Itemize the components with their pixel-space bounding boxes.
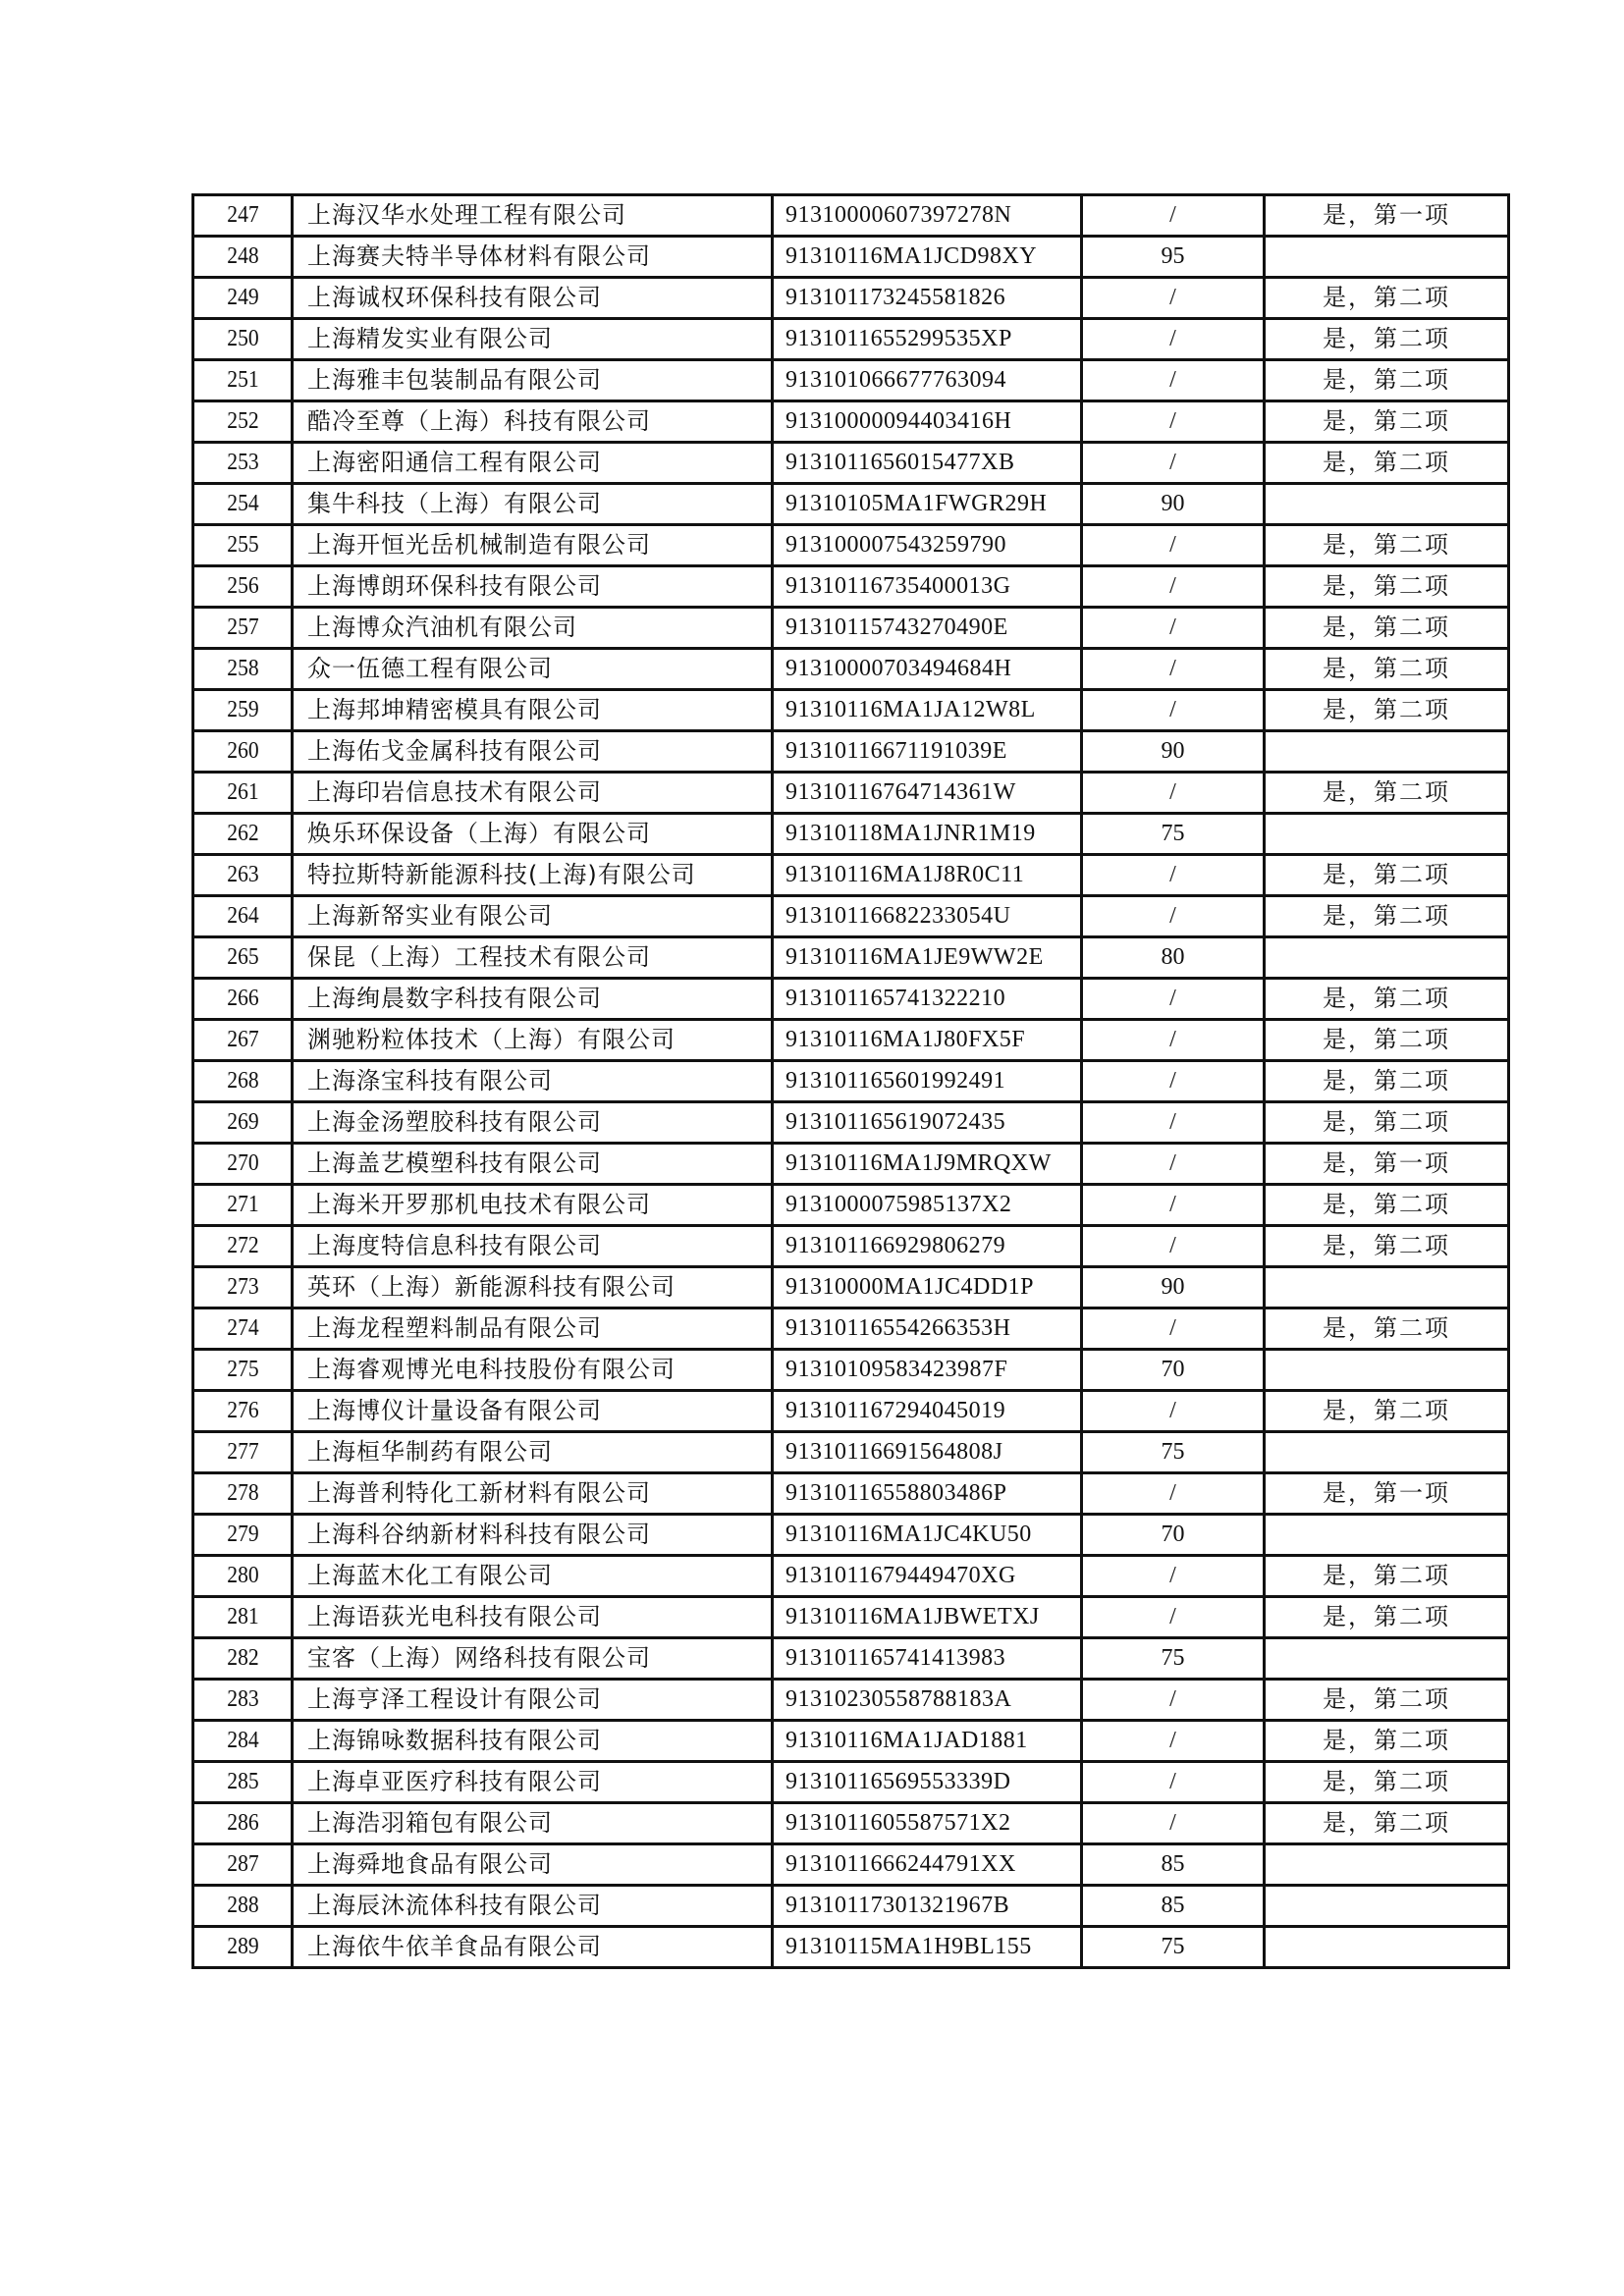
table-row [193, 1102, 1509, 1144]
cell-company-name: 上海博仪计量设备有限公司 [293, 1391, 773, 1432]
cell-note: 是，第二项 [1265, 566, 1509, 608]
cell-score: 75 [1082, 1927, 1265, 1968]
cell-score: 90 [1082, 731, 1265, 773]
table-row [193, 1432, 1509, 1473]
cell-row-number: 282 [198, 1638, 288, 1680]
table-row [193, 608, 1509, 649]
table-row [193, 1185, 1509, 1226]
cell-row-number: 271 [198, 1185, 288, 1226]
cell-note [1265, 937, 1509, 979]
cell-score: / [1082, 979, 1265, 1020]
cell-score: / [1082, 1721, 1265, 1762]
cell-row-number: 275 [198, 1350, 288, 1391]
cell-score: 70 [1082, 1515, 1265, 1556]
cell-score: 90 [1082, 484, 1265, 525]
cell-company-name: 渊驰粉粒体技术（上海）有限公司 [293, 1020, 773, 1061]
cell-row-number: 276 [198, 1391, 288, 1432]
cell-credit-code: 91310116691564808J [773, 1432, 1082, 1473]
cell-credit-code: 91310116MA1JAD1881 [773, 1721, 1082, 1762]
cell-company-name: 上海盖艺模塑科技有限公司 [293, 1144, 773, 1185]
cell-row-number: 289 [198, 1927, 288, 1968]
cell-company-name: 上海度特信息科技有限公司 [293, 1226, 773, 1267]
cell-row-number: 260 [198, 731, 288, 773]
cell-row-number: 249 [198, 278, 288, 319]
table-row [193, 1927, 1509, 1968]
cell-row-number: 248 [198, 237, 288, 278]
table-row [193, 1638, 1509, 1680]
table-row [193, 1473, 1509, 1515]
cell-row-number: 265 [198, 937, 288, 979]
cell-company-name: 上海雅丰包装制品有限公司 [293, 360, 773, 401]
cell-credit-code: 91310116MA1JBWETXJ [773, 1597, 1082, 1638]
cell-company-name: 集牛科技（上海）有限公司 [293, 484, 773, 525]
cell-note [1265, 1638, 1509, 1680]
cell-credit-code: 913101165741322210 [773, 979, 1082, 1020]
cell-note: 是，第二项 [1265, 1556, 1509, 1597]
cell-credit-code: 913100007543259790 [773, 525, 1082, 566]
cell-note: 是，第一项 [1265, 1144, 1509, 1185]
cell-row-number: 279 [198, 1515, 288, 1556]
cell-credit-code: 91310118MA1JNR1M19 [773, 814, 1082, 855]
cell-note: 是，第二项 [1265, 360, 1509, 401]
cell-company-name: 上海依牛依羊食品有限公司 [293, 1927, 773, 1968]
table-row [193, 1350, 1509, 1391]
table-row [193, 1020, 1509, 1061]
cell-company-name: 焕乐环保设备（上海）有限公司 [293, 814, 773, 855]
table-row [193, 237, 1509, 278]
cell-credit-code: 913101167294045019 [773, 1391, 1082, 1432]
cell-row-number: 254 [198, 484, 288, 525]
cell-credit-code: 91310116MA1JA12W8L [773, 690, 1082, 731]
cell-company-name: 上海博朗环保科技有限公司 [293, 566, 773, 608]
cell-score: 90 [1082, 1267, 1265, 1308]
cell-row-number: 256 [198, 566, 288, 608]
cell-credit-code: 913101165601992491 [773, 1061, 1082, 1102]
cell-score: / [1082, 319, 1265, 360]
cell-note: 是，第二项 [1265, 855, 1509, 896]
cell-credit-code: 91310116MA1JC4KU50 [773, 1515, 1082, 1556]
cell-company-name: 特拉斯特新能源科技(上海)有限公司 [293, 855, 773, 896]
cell-company-name: 上海龙程塑料制品有限公司 [293, 1308, 773, 1350]
cell-company-name: 上海金汤塑胶科技有限公司 [293, 1102, 773, 1144]
cell-row-number: 264 [198, 896, 288, 937]
cell-row-number: 286 [198, 1803, 288, 1844]
cell-row-number: 263 [198, 855, 288, 896]
table-row [193, 1680, 1509, 1721]
cell-row-number: 257 [198, 608, 288, 649]
cell-credit-code: 9131011605587571X2 [773, 1803, 1082, 1844]
table-row [193, 1515, 1509, 1556]
cell-credit-code: 91310000094403416H [773, 401, 1082, 443]
cell-credit-code: 9131000075985137X2 [773, 1185, 1082, 1226]
cell-row-number: 266 [198, 979, 288, 1020]
table-row [193, 1308, 1509, 1350]
table-row [193, 278, 1509, 319]
cell-note [1265, 237, 1509, 278]
cell-note: 是，第二项 [1265, 1803, 1509, 1844]
table-row [193, 566, 1509, 608]
cell-note: 是，第二项 [1265, 525, 1509, 566]
cell-note: 是，第二项 [1265, 896, 1509, 937]
cell-credit-code: 91310116735400013G [773, 566, 1082, 608]
cell-company-name: 上海绚晨数字科技有限公司 [293, 979, 773, 1020]
cell-row-number: 272 [198, 1226, 288, 1267]
cell-credit-code: 91310105MA1FWGR29H [773, 484, 1082, 525]
table-row [193, 896, 1509, 937]
cell-credit-code: 91310000703494684H [773, 649, 1082, 690]
cell-credit-code: 91310115MA1H9BL155 [773, 1927, 1082, 1968]
cell-row-number: 267 [198, 1020, 288, 1061]
table-row [193, 1844, 1509, 1886]
cell-score: / [1082, 1556, 1265, 1597]
cell-credit-code: 91310116558803486P [773, 1473, 1082, 1515]
cell-company-name: 保昆（上海）工程技术有限公司 [293, 937, 773, 979]
cell-credit-code: 913101165619072435 [773, 1102, 1082, 1144]
cell-note: 是，第二项 [1265, 773, 1509, 814]
cell-score: / [1082, 1680, 1265, 1721]
cell-score: / [1082, 1226, 1265, 1267]
table-row [193, 649, 1509, 690]
cell-note [1265, 731, 1509, 773]
cell-credit-code: 9131011666244791XX [773, 1844, 1082, 1886]
table-row [193, 443, 1509, 484]
cell-credit-code: 913101173245581826 [773, 278, 1082, 319]
cell-company-name: 上海诚权环保科技有限公司 [293, 278, 773, 319]
cell-note: 是，第二项 [1265, 401, 1509, 443]
cell-score: / [1082, 1803, 1265, 1844]
cell-score: 80 [1082, 937, 1265, 979]
cell-note: 是，第二项 [1265, 1762, 1509, 1803]
cell-credit-code: 9131011656015477XB [773, 443, 1082, 484]
cell-score: 95 [1082, 237, 1265, 278]
cell-row-number: 268 [198, 1061, 288, 1102]
cell-row-number: 251 [198, 360, 288, 401]
table-row [193, 1226, 1509, 1267]
table-row [193, 1597, 1509, 1638]
cell-note: 是，第二项 [1265, 1226, 1509, 1267]
table-row [193, 1144, 1509, 1185]
cell-score: / [1082, 690, 1265, 731]
table-row [193, 773, 1509, 814]
cell-row-number: 255 [198, 525, 288, 566]
cell-row-number: 259 [198, 690, 288, 731]
cell-score: / [1082, 278, 1265, 319]
cell-note [1265, 1844, 1509, 1886]
cell-note [1265, 1267, 1509, 1308]
table-row [193, 731, 1509, 773]
cell-credit-code: 91310116554266353H [773, 1308, 1082, 1350]
cell-score: / [1082, 360, 1265, 401]
cell-company-name: 酷冷至尊（上海）科技有限公司 [293, 401, 773, 443]
cell-row-number: 250 [198, 319, 288, 360]
cell-row-number: 269 [198, 1102, 288, 1144]
cell-score: 85 [1082, 1844, 1265, 1886]
cell-credit-code: 913101166929806279 [773, 1226, 1082, 1267]
cell-score: / [1082, 1308, 1265, 1350]
cell-row-number: 273 [198, 1267, 288, 1308]
cell-row-number: 283 [198, 1680, 288, 1721]
table-row [193, 1061, 1509, 1102]
table-row [193, 319, 1509, 360]
cell-score: / [1082, 649, 1265, 690]
cell-credit-code: 91310000MA1JC4DD1P [773, 1267, 1082, 1308]
cell-row-number: 280 [198, 1556, 288, 1597]
cell-score: / [1082, 1597, 1265, 1638]
cell-score: / [1082, 195, 1265, 237]
cell-note [1265, 1886, 1509, 1927]
cell-score: 75 [1082, 814, 1265, 855]
table-row [193, 1556, 1509, 1597]
cell-company-name: 上海新帑实业有限公司 [293, 896, 773, 937]
cell-note [1265, 1927, 1509, 1968]
cell-company-name: 上海米开罗那机电技术有限公司 [293, 1185, 773, 1226]
cell-row-number: 287 [198, 1844, 288, 1886]
cell-company-name: 上海舜地食品有限公司 [293, 1844, 773, 1886]
cell-company-name: 上海卓亚医疗科技有限公司 [293, 1762, 773, 1803]
cell-company-name: 上海涤宝科技有限公司 [293, 1061, 773, 1102]
cell-score: 85 [1082, 1886, 1265, 1927]
table-row [193, 401, 1509, 443]
cell-company-name: 上海浩羽箱包有限公司 [293, 1803, 773, 1844]
cell-company-name: 上海邦坤精密模具有限公司 [293, 690, 773, 731]
cell-company-name: 上海睿观博光电科技股份有限公司 [293, 1350, 773, 1391]
cell-score: / [1082, 401, 1265, 443]
cell-credit-code: 91310116569553339D [773, 1762, 1082, 1803]
cell-note [1265, 814, 1509, 855]
cell-note: 是，第二项 [1265, 979, 1509, 1020]
cell-row-number: 284 [198, 1721, 288, 1762]
cell-score: / [1082, 1762, 1265, 1803]
cell-row-number: 270 [198, 1144, 288, 1185]
table-row [193, 1886, 1509, 1927]
cell-credit-code: 91310109583423987F [773, 1350, 1082, 1391]
table-row [193, 979, 1509, 1020]
cell-note [1265, 1515, 1509, 1556]
cell-credit-code: 91310116671191039E [773, 731, 1082, 773]
table-row [193, 1391, 1509, 1432]
cell-note: 是，第二项 [1265, 1061, 1509, 1102]
cell-score: / [1082, 608, 1265, 649]
cell-note: 是，第二项 [1265, 1308, 1509, 1350]
cell-note: 是，第二项 [1265, 1680, 1509, 1721]
cell-score: / [1082, 855, 1265, 896]
cell-credit-code: 91310116764714361W [773, 773, 1082, 814]
cell-row-number: 253 [198, 443, 288, 484]
cell-note [1265, 1350, 1509, 1391]
cell-credit-code: 91310115743270490E [773, 608, 1082, 649]
cell-company-name: 上海佑戈金属科技有限公司 [293, 731, 773, 773]
cell-score: 75 [1082, 1638, 1265, 1680]
cell-note: 是，第二项 [1265, 690, 1509, 731]
cell-credit-code: 913101066677763094 [773, 360, 1082, 401]
cell-score: / [1082, 896, 1265, 937]
cell-credit-code: 9131011655299535XP [773, 319, 1082, 360]
cell-credit-code: 9131011679449470XG [773, 1556, 1082, 1597]
cell-note [1265, 1432, 1509, 1473]
cell-company-name: 众一伍德工程有限公司 [293, 649, 773, 690]
cell-company-name: 上海开恒光岳机械制造有限公司 [293, 525, 773, 566]
company-list-table [191, 193, 1510, 1969]
cell-score: 75 [1082, 1432, 1265, 1473]
cell-score: / [1082, 773, 1265, 814]
cell-score: / [1082, 1185, 1265, 1226]
cell-credit-code: 91310116MA1J8R0C11 [773, 855, 1082, 896]
cell-row-number: 288 [198, 1886, 288, 1927]
cell-score: / [1082, 1144, 1265, 1185]
cell-note: 是，第二项 [1265, 608, 1509, 649]
cell-row-number: 274 [198, 1308, 288, 1350]
cell-credit-code: 91310230558788183A [773, 1680, 1082, 1721]
cell-credit-code: 91310000607397278N [773, 195, 1082, 237]
table-row [193, 360, 1509, 401]
cell-score: 70 [1082, 1350, 1265, 1391]
table-row [193, 937, 1509, 979]
cell-company-name: 上海语荻光电科技有限公司 [293, 1597, 773, 1638]
cell-note: 是，第二项 [1265, 1020, 1509, 1061]
cell-company-name: 上海科谷纳新材料科技有限公司 [293, 1515, 773, 1556]
cell-score: / [1082, 1061, 1265, 1102]
cell-row-number: 262 [198, 814, 288, 855]
cell-company-name: 上海普利特化工新材料有限公司 [293, 1473, 773, 1515]
cell-note: 是，第二项 [1265, 649, 1509, 690]
cell-company-name: 上海密阳通信工程有限公司 [293, 443, 773, 484]
cell-note: 是，第二项 [1265, 1185, 1509, 1226]
cell-score: / [1082, 1020, 1265, 1061]
cell-note: 是，第二项 [1265, 1597, 1509, 1638]
cell-note: 是，第二项 [1265, 1102, 1509, 1144]
cell-row-number: 258 [198, 649, 288, 690]
cell-note: 是，第二项 [1265, 1391, 1509, 1432]
cell-credit-code: 913101165741413983 [773, 1638, 1082, 1680]
cell-score: / [1082, 1102, 1265, 1144]
cell-note: 是，第二项 [1265, 278, 1509, 319]
cell-company-name: 上海博众汽油机有限公司 [293, 608, 773, 649]
cell-note: 是，第二项 [1265, 1721, 1509, 1762]
cell-credit-code: 91310116MA1J9MRQXW [773, 1144, 1082, 1185]
cell-company-name: 上海锦咏数据科技有限公司 [293, 1721, 773, 1762]
table-row [193, 1803, 1509, 1844]
cell-note [1265, 484, 1509, 525]
cell-score: / [1082, 566, 1265, 608]
cell-row-number: 281 [198, 1597, 288, 1638]
cell-score: / [1082, 443, 1265, 484]
table-row [193, 855, 1509, 896]
cell-row-number: 285 [198, 1762, 288, 1803]
cell-company-name: 上海赛夫特半导体材料有限公司 [293, 237, 773, 278]
cell-company-name: 上海桓华制药有限公司 [293, 1432, 773, 1473]
cell-row-number: 278 [198, 1473, 288, 1515]
cell-credit-code: 91310116MA1JCD98XY [773, 237, 1082, 278]
cell-company-name: 宝客（上海）网络科技有限公司 [293, 1638, 773, 1680]
cell-score: / [1082, 1391, 1265, 1432]
table-body [193, 195, 1509, 1968]
cell-credit-code: 91310117301321967B [773, 1886, 1082, 1927]
cell-company-name: 上海汉华水处理工程有限公司 [293, 195, 773, 237]
cell-row-number: 247 [198, 195, 288, 237]
cell-score: / [1082, 1473, 1265, 1515]
table-row [193, 1762, 1509, 1803]
cell-score: / [1082, 525, 1265, 566]
cell-company-name: 上海蓝木化工有限公司 [293, 1556, 773, 1597]
cell-company-name: 上海辰沐流体科技有限公司 [293, 1886, 773, 1927]
table-row [193, 1721, 1509, 1762]
cell-row-number: 252 [198, 401, 288, 443]
cell-note: 是，第一项 [1265, 1473, 1509, 1515]
cell-company-name: 上海亨泽工程设计有限公司 [293, 1680, 773, 1721]
cell-note: 是，第二项 [1265, 319, 1509, 360]
cell-company-name: 上海印岩信息技术有限公司 [293, 773, 773, 814]
table-row [193, 814, 1509, 855]
cell-note: 是，第一项 [1265, 195, 1509, 237]
table-row [193, 690, 1509, 731]
cell-company-name: 英环（上海）新能源科技有限公司 [293, 1267, 773, 1308]
cell-credit-code: 91310116MA1J80FX5F [773, 1020, 1082, 1061]
cell-company-name: 上海精发实业有限公司 [293, 319, 773, 360]
cell-credit-code: 91310116682233054U [773, 896, 1082, 937]
table-row [193, 484, 1509, 525]
cell-row-number: 277 [198, 1432, 288, 1473]
cell-row-number: 261 [198, 773, 288, 814]
table-row [193, 1267, 1509, 1308]
cell-note: 是，第二项 [1265, 443, 1509, 484]
table-row [193, 195, 1509, 237]
cell-credit-code: 91310116MA1JE9WW2E [773, 937, 1082, 979]
table-row [193, 525, 1509, 566]
